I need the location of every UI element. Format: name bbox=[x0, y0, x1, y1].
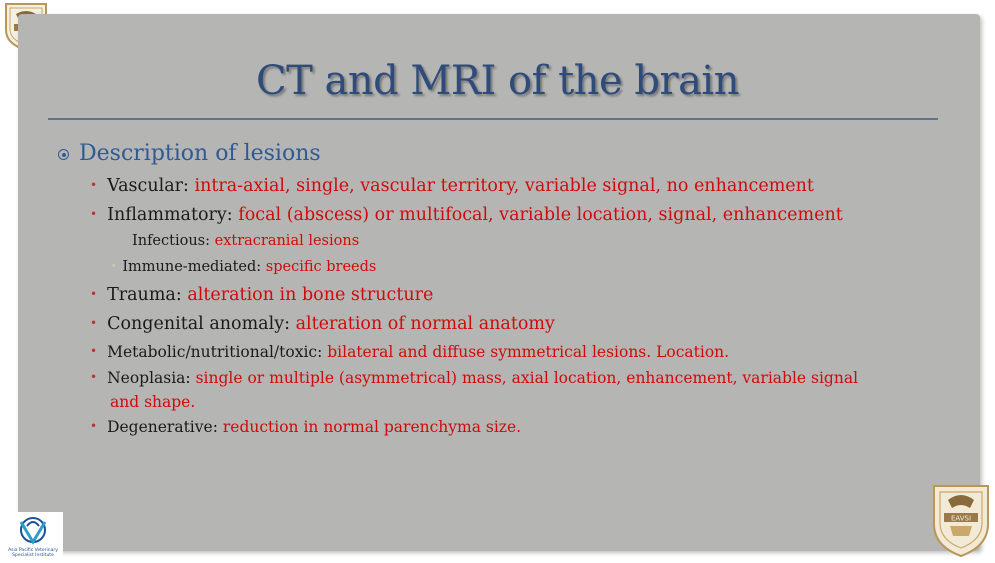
list-item-immune-mediated bbox=[111, 259, 376, 275]
item-value: alteration of normal anatomy bbox=[295, 314, 555, 334]
list-item-trauma bbox=[90, 285, 433, 305]
item-label: Neoplasia: bbox=[107, 369, 191, 387]
list-item-metabolic bbox=[90, 343, 729, 361]
list-item-infectious bbox=[132, 233, 359, 249]
bullet-dot-icon: • bbox=[90, 178, 98, 192]
list-item-degenerative bbox=[90, 418, 521, 436]
item-label: Infectious: bbox=[132, 233, 210, 249]
item-value: intra-axial, single, vascular territory, variable signal, no enhancement bbox=[194, 176, 814, 196]
crest-logo-icon bbox=[928, 480, 994, 558]
item-value: reduction in normal parenchyma size. bbox=[222, 418, 522, 436]
title-divider bbox=[48, 118, 938, 120]
item-label: Immune-mediated: bbox=[122, 259, 262, 275]
item-value: extracranial lesions bbox=[214, 233, 360, 249]
item-value: specific breeds bbox=[265, 259, 377, 275]
item-label: Trauma: bbox=[107, 285, 182, 305]
item-value-continued: and shape. bbox=[110, 393, 196, 411]
list-item-congenital bbox=[90, 314, 555, 334]
list-item-vascular bbox=[90, 176, 814, 196]
slide-title: CT and MRI of the brain bbox=[256, 58, 739, 104]
item-value: focal (abscess) or multifocal, variable location, signal, enhancement bbox=[238, 205, 843, 225]
bullet-dot-icon: • bbox=[111, 262, 117, 272]
crest-letters: EAVSI bbox=[950, 514, 972, 523]
partner-name: Asia Pacific Veterinary Specialist Institute bbox=[8, 548, 58, 558]
item-label: Congenital anomaly: bbox=[107, 314, 290, 334]
item-label: Vascular: bbox=[107, 176, 189, 196]
bullet-dot-icon: • bbox=[90, 344, 98, 358]
item-label: Inflammatory: bbox=[107, 205, 233, 225]
list-item-neoplasia bbox=[90, 367, 920, 414]
item-label: Metabolic/nutritional/toxic: bbox=[107, 343, 323, 361]
apvs-logo-icon bbox=[3, 512, 63, 548]
bullet-dot-icon: • bbox=[90, 370, 98, 384]
circle-bullet-icon bbox=[58, 149, 69, 160]
bullet-dot-icon: • bbox=[90, 419, 98, 433]
item-value: bilateral and diffuse symmetrical lesions. Location. bbox=[327, 343, 730, 361]
bullet-dot-icon: • bbox=[90, 207, 98, 221]
item-value: alteration in bone structure bbox=[187, 285, 434, 305]
item-label: Degenerative: bbox=[107, 418, 218, 436]
section-heading-text: Description of lesions bbox=[79, 141, 321, 166]
item-value: single or multiple (asymmetrical) mass, axial location, enhancement, variable signal bbox=[195, 369, 859, 387]
bullet-dot-icon: • bbox=[90, 316, 98, 330]
bullet-dot-icon: • bbox=[90, 287, 98, 301]
section-heading bbox=[58, 141, 321, 166]
list-item-inflammatory bbox=[90, 205, 843, 225]
